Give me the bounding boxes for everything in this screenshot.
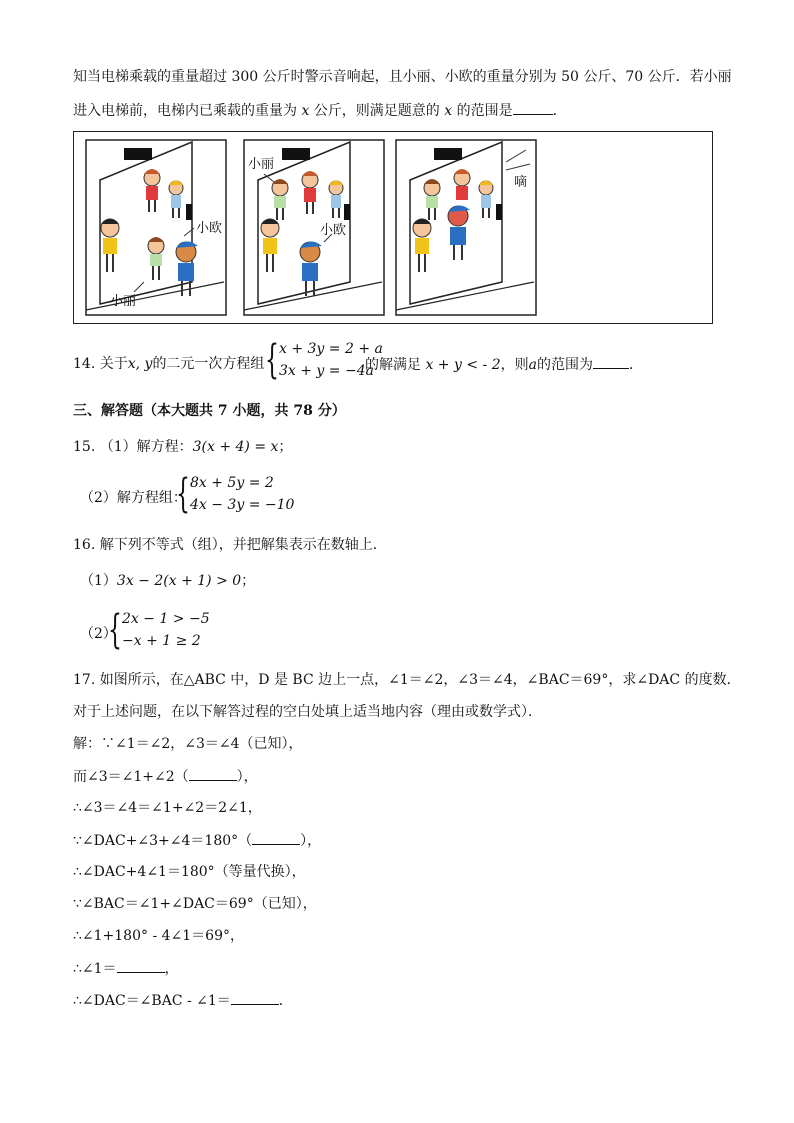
elevator-illustration — [74, 132, 712, 323]
text: ∴∠DAC＝∠BAC - ∠1＝ — [73, 993, 231, 1009]
inequalities — [122, 608, 210, 652]
text: ； — [278, 439, 293, 455]
problem17-line8: ∵∠BAC＝∠1+∠DAC＝69°（已知）， — [73, 896, 317, 912]
answer-blank-dac[interactable] — [231, 990, 279, 1005]
label-xiaoou-2: 小欧 — [320, 223, 347, 238]
text: 公斤，则满足题意的 — [309, 103, 445, 119]
text: 的范围是 — [452, 103, 513, 119]
text: 而∠3＝∠1+∠2（ — [73, 769, 189, 785]
problem15-part2-label: （2）解方程组： — [80, 490, 187, 506]
equation-2: 4x − 3y = −10 — [190, 497, 295, 513]
label-beep: 嘀 — [514, 175, 528, 190]
problem17-line6 — [73, 830, 321, 851]
text: ． — [278, 993, 293, 1009]
equation-1: x + 3y = 2 + a — [279, 341, 383, 357]
text: 14. 关于 — [73, 356, 128, 372]
condition: x + y < - 2 — [425, 357, 501, 373]
equation: 3(x + 4) = x — [192, 439, 279, 455]
problem16-intro: 16. 解下列不等式（组），并把解集表示在数轴上． — [73, 537, 387, 553]
text: ∴∠1＝ — [73, 961, 117, 977]
text: ，则 — [500, 357, 529, 373]
problem17-line4 — [73, 766, 258, 787]
brace: { — [176, 471, 190, 517]
section3-title: 三、解答题（本大题共 7 小题，共 78 分） — [73, 403, 346, 419]
reason-blank-2[interactable] — [252, 830, 300, 845]
problem17-line5: ∴∠3＝∠4＝∠1+∠2＝2∠1， — [73, 800, 262, 816]
text: ． — [552, 103, 567, 119]
elevator-panel-3 — [396, 140, 536, 315]
elevator-figure — [73, 131, 713, 324]
equation-1: 8x + 5y = 2 — [190, 475, 274, 491]
brace: { — [265, 337, 279, 383]
equation-2: 3x + y = −4a — [279, 363, 374, 379]
inequality-2: −x + 1 ≥ 2 — [122, 633, 201, 649]
vars-xy: x, y — [127, 356, 153, 372]
var-x: x — [444, 103, 453, 119]
text: ． — [628, 357, 643, 373]
problem13-line1: 知当电梯乘载的重量超过 300 公斤时警示音响起，且小丽、小欧的重量分别为 50 公斤、70 公斤．若小丽 — [73, 69, 732, 85]
problem17-line3: 解：∵∠1＝∠2，∠3＝∠4（已知）， — [73, 736, 303, 752]
answer-blank[interactable] — [593, 354, 629, 369]
text: （1） — [80, 573, 117, 589]
text: 的解满足 — [365, 357, 426, 373]
problem17-line9: ∴∠1+180° - 4∠1＝69°， — [73, 928, 244, 944]
inequality: 3x − 2(x + 1) > 0 — [116, 573, 242, 589]
label-xiaoli-1: 小丽 — [110, 294, 137, 309]
text: 进入电梯前，电梯内已乘载的重量为 — [73, 103, 302, 119]
label-xiaoli-2: 小丽 — [248, 157, 275, 172]
problem17-line7: ∴∠DAC+4∠1＝180°（等量代换）， — [73, 864, 306, 880]
inequality-1: 2x − 1 > −5 — [122, 611, 210, 627]
brace: { — [108, 607, 122, 653]
var-a: a — [528, 357, 537, 373]
text: 的范围为 — [536, 357, 593, 373]
problem16-system — [108, 608, 210, 652]
text: ， — [164, 961, 179, 977]
text: ； — [241, 573, 256, 589]
var-x: x — [301, 103, 310, 119]
answer-blank[interactable] — [513, 100, 553, 115]
text: 的二元一次方程组 — [152, 356, 265, 372]
problem17-line2: 对于上述问题，在以下解答过程的空白处填上适当地内容（理由或数学式）． — [73, 704, 542, 720]
problem17-line11 — [73, 990, 293, 1011]
problem16-part2-label: （2） — [80, 626, 117, 642]
problem14-condition — [365, 354, 643, 375]
problem17-line10 — [73, 958, 179, 979]
problem13-line2 — [73, 100, 567, 121]
problem16-part1 — [80, 571, 255, 591]
text: ）， — [300, 833, 322, 849]
problem15-system — [176, 472, 294, 516]
text: ∵∠DAC+∠3+∠4＝180°（ — [73, 833, 253, 849]
text: ）， — [236, 769, 258, 785]
answer-blank-angle1[interactable] — [117, 958, 165, 973]
equations — [190, 472, 294, 516]
label-xiaoou-1: 小欧 — [196, 221, 223, 236]
reason-blank-1[interactable] — [189, 766, 237, 781]
problem15-part1 — [73, 437, 292, 457]
problem17-line1: 17. 如图所示，在△ABC 中，D 是 BC 边上一点，∠1＝∠2，∠3＝∠4，∠BAC＝69°，求∠DAC 的度数． — [73, 672, 741, 688]
text: 15. （1）解方程： — [73, 439, 193, 455]
problem14-line — [73, 354, 264, 374]
